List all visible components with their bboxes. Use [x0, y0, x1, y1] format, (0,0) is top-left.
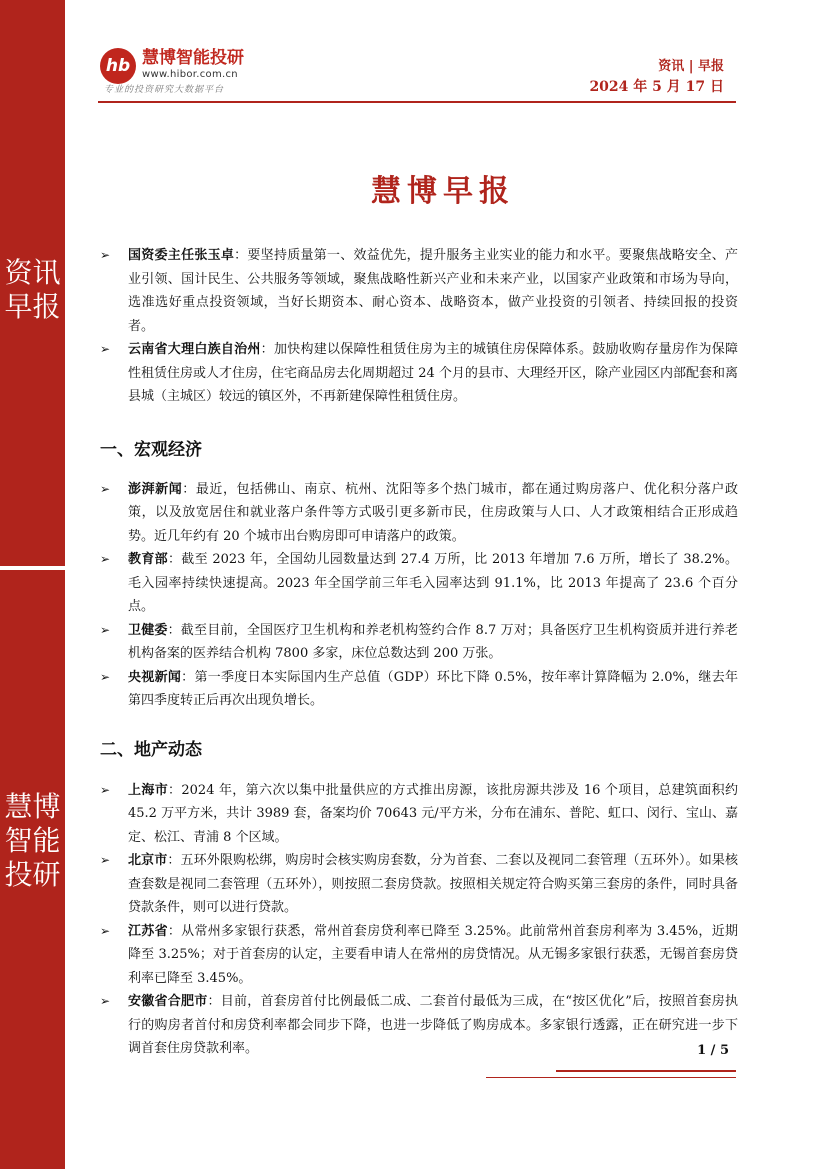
news-item — [100, 244, 738, 338]
news-item — [100, 548, 738, 619]
page-title: 慧博早报 — [371, 174, 515, 209]
news-text: ：加快构建以保障性租赁住房为主的城镇住房保障体系。鼓励收购存量房作为保障性租赁住房或人才住房，住宅商品房去化周期超过 24 个月的县市、大理经开区，除产业园区内部配套和离县城（主城区）较远的镇区外，不再新建保障性租赁住房。 — [128, 342, 738, 404]
bullet-arrow-icon: ➢ — [100, 481, 111, 496]
section-heading-property: 二、地产动态 — [100, 739, 202, 760]
bullet-arrow-icon: ➢ — [100, 782, 111, 797]
logo-url: www.hibor.com.cn — [142, 69, 238, 80]
bullet-arrow-icon: ➢ — [100, 669, 111, 684]
news-text: ：从常州多家银行获悉，常州首套房贷利率已降至 3.25%。此前常州首套房利率为 3.45%，近期降至 3.25%；对于首套房的认定，主要看申请人在常州的房贷情况。从无锡多家银行获悉，无锡首套房贷利率已降至 3.45%。 — [128, 923, 738, 986]
news-item — [100, 920, 738, 991]
news-item — [100, 619, 738, 666]
page-number: 1 / 5 — [697, 1043, 729, 1058]
bullet-arrow-icon: ➢ — [100, 622, 111, 637]
news-item — [100, 849, 738, 920]
news-text: ：最近，包括佛山、南京、杭州、沈阳等多个热门城市，都在通过购房落户、优化积分落户政策，以及放宽居住和就业落户条件等方式吸引更多新市民，住房政策与人口、人才政策相结合正形成趋势。近几年约有 20 个城市出台购房即可申请落户的政策。 — [128, 481, 738, 544]
section-heading-macro: 一、宏观经济 — [100, 439, 202, 460]
news-item — [100, 990, 738, 1061]
sidebar-label-brand: 慧博 智能 投研 — [4, 790, 61, 891]
news-source: 安徽省合肥市 — [128, 994, 208, 1009]
news-item — [100, 478, 738, 549]
news-text: ：要坚持质量第一、效益优先，提升服务主业实业的能力和水平。要聚焦战略安全、产业引领、国计民生、公共服务等领域，聚焦战略性新兴产业和未来产业，以国家产业政策和市场为导向，选准选好重点投资领域，当好长期资本、耐心资本、战略资本，做产业投资的引领者、持续回报的投资者。 — [128, 248, 738, 334]
footer-rule-thin — [486, 1077, 736, 1078]
news-text: ：第一季度日本实际国内生产总值（GDP）环比下降 0.5%，按年率计算降幅为 2.0%，继去年第四季度转正后再次出现负增长。 — [128, 669, 738, 708]
news-text: ：目前，首套房首付比例最低二成、二套首付最低为三成，在“按区优化”后，按照首套房执行的购房者首付和房贷利率都会同步下降，也进一步降低了购房成本。多家银行透露，正在研究进一步下调首套住房贷款利率。 — [128, 994, 738, 1056]
bullet-arrow-icon: ➢ — [100, 853, 111, 867]
bullet-arrow-icon: ➢ — [100, 923, 111, 938]
news-source: 教育部 — [128, 552, 168, 567]
logo-name: 慧博智能投研 — [142, 48, 244, 68]
report-date: 2024 年 5 月 17 日 — [589, 79, 724, 95]
news-text: ：五环外限购松绑，购房时会核实购房套数，分为首套、二套以及视同二套管理（五环外）。如果核查套数是视同二套管理（五环外），则按照二套房贷款。按照相关规定符合购买第三套房的条件，同时具备贷款条件，则可以进行贷款。 — [128, 853, 738, 915]
bullet-arrow-icon: ➢ — [100, 552, 111, 566]
news-source: 江苏省 — [128, 923, 168, 939]
news-source: 卫健委 — [128, 622, 168, 638]
news-source: 澎湃新闻 — [128, 481, 183, 497]
property-list — [100, 779, 738, 1061]
header-rule — [98, 101, 736, 103]
news-source: 上海市 — [128, 782, 169, 798]
news-item — [100, 779, 738, 850]
news-text: ：截至 2023 年，全国幼儿园数量达到 27.4 万所，比 2013 年增加 7.6 万所，增长了 38.2%。毛入园率持续快速提高。2023 年全国学前三年毛入园率达到 91.1%，比 2013 年提高了 23.6 个百分点。 — [128, 552, 738, 614]
sidebar-label-report: 资讯 早报 — [4, 256, 61, 323]
bullet-arrow-icon: ➢ — [100, 342, 111, 356]
logo-slogan: 专业的投资研究大数据平台 — [104, 85, 225, 95]
logo-mark-icon: hb — [100, 48, 136, 84]
news-source: 云南省大理白族自治州 — [128, 342, 261, 357]
news-source: 北京市 — [128, 853, 168, 868]
intro-list — [100, 244, 738, 409]
news-source: 国资委主任张玉卓 — [128, 248, 235, 263]
news-text: ：截至目前，全国医疗卫生机构和养老机构签约合作 8.7 万对；具备医疗卫生机构资质并进行养老机构备案的医养结合机构 7800 多家，床位总数达到 200 万张。 — [128, 622, 738, 661]
sidebar-divider — [0, 566, 65, 570]
news-source: 央视新闻 — [128, 669, 182, 685]
macro-list — [100, 478, 738, 713]
hibor-logo — [100, 48, 270, 98]
report-type-tag: 资讯 | 早报 — [658, 59, 724, 74]
bullet-arrow-icon: ➢ — [100, 248, 111, 262]
news-item — [100, 338, 738, 409]
news-text: ：2024 年，第六次以集中批量供应的方式推出房源，该批房源共涉及 16 个项目，总建筑面积约 45.2 万平方米，共计 3989 套，备案均价 70643 元/平方米，分布在浦东、普陀、虹口、闵行、宝山、嘉定、松江、青浦 8 个区域。 — [128, 782, 738, 845]
footer-rule — [556, 1070, 736, 1072]
report-body — [100, 244, 738, 1061]
news-item — [100, 666, 738, 713]
bullet-arrow-icon: ➢ — [100, 994, 111, 1008]
